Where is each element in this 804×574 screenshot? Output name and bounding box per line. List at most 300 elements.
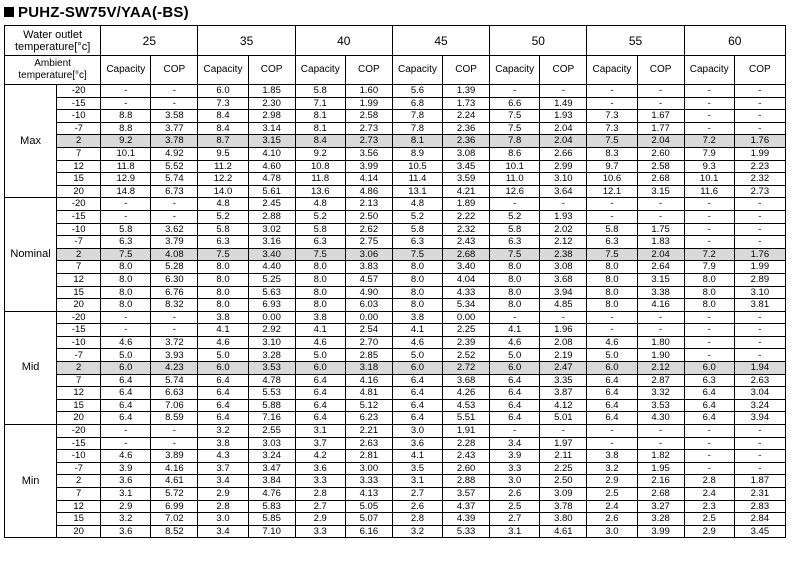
capacity-cell: 4.2: [295, 450, 345, 463]
cop-cell: 3.40: [248, 248, 295, 261]
cop-cell: 1.75: [637, 223, 684, 236]
ambient-temp-cell: -7: [57, 462, 101, 475]
cop-cell: 3.06: [345, 248, 392, 261]
capacity-cell: 9.2: [295, 147, 345, 160]
cop-cell: 3.53: [248, 362, 295, 375]
capacity-header: Capacity: [101, 56, 151, 85]
cop-header: COP: [540, 56, 587, 85]
capacity-cell: 6.4: [684, 387, 734, 400]
table-row: [5, 210, 786, 223]
mode-label: Nominal: [5, 198, 57, 311]
capacity-cell: 5.6: [392, 85, 442, 98]
capacity-cell: 3.6: [101, 525, 151, 538]
cop-cell: -: [734, 122, 785, 135]
capacity-cell: 7.5: [587, 135, 637, 148]
cop-cell: 2.31: [734, 488, 785, 501]
cop-cell: 3.10: [540, 173, 587, 186]
capacity-cell: 9.5: [198, 147, 248, 160]
capacity-cell: 5.2: [392, 210, 442, 223]
capacity-cell: 2.9: [101, 500, 151, 513]
cop-cell: 4.13: [345, 488, 392, 501]
cop-cell: 5.07: [345, 513, 392, 526]
cop-cell: -: [734, 450, 785, 463]
capacity-cell: 7.8: [392, 122, 442, 135]
capacity-cell: 3.1: [295, 425, 345, 438]
table-row: [5, 311, 786, 324]
cop-cell: 1.67: [637, 110, 684, 123]
cop-cell: 2.36: [443, 122, 490, 135]
cop-cell: 1.83: [637, 236, 684, 249]
capacity-cell: 3.6: [295, 462, 345, 475]
cop-cell: 4.21: [443, 185, 490, 198]
ambient-temp-cell: -15: [57, 210, 101, 223]
cop-cell: 3.81: [734, 299, 785, 312]
capacity-cell: 6.4: [684, 399, 734, 412]
cop-cell: 3.68: [540, 273, 587, 286]
ambient-temp-cell: 7: [57, 374, 101, 387]
cop-cell: 2.60: [637, 147, 684, 160]
capacity-cell: 8.0: [684, 286, 734, 299]
cop-cell: 2.50: [540, 475, 587, 488]
capacity-cell: 2.6: [490, 488, 540, 501]
cop-cell: -: [151, 425, 198, 438]
table-row: [5, 450, 786, 463]
ambient-temp-cell: 15: [57, 286, 101, 299]
capacity-cell: 5.8: [490, 223, 540, 236]
cop-cell: 2.72: [443, 362, 490, 375]
cop-cell: 3.28: [248, 349, 295, 362]
capacity-cell: 3.1: [101, 488, 151, 501]
ambient-temp-cell: -10: [57, 110, 101, 123]
cop-cell: 6.93: [248, 299, 295, 312]
capacity-cell: 6.4: [587, 374, 637, 387]
cop-cell: 2.12: [540, 236, 587, 249]
cop-cell: 4.10: [248, 147, 295, 160]
table-row: [5, 122, 786, 135]
cop-cell: 3.40: [443, 261, 490, 274]
cop-cell: 1.39: [443, 85, 490, 98]
cop-cell: 3.16: [248, 236, 295, 249]
capacity-cell: 6.0: [101, 362, 151, 375]
cop-cell: 2.66: [540, 147, 587, 160]
cop-cell: 5.52: [151, 160, 198, 173]
capacity-cell: 8.0: [295, 286, 345, 299]
ambient-temp-cell: 15: [57, 173, 101, 186]
capacity-cell: -: [587, 425, 637, 438]
capacity-cell: 4.1: [392, 450, 442, 463]
cop-cell: 6.03: [345, 299, 392, 312]
cop-cell: 1.82: [637, 450, 684, 463]
cop-cell: 3.28: [637, 513, 684, 526]
capacity-cell: 4.6: [392, 336, 442, 349]
capacity-cell: 5.0: [198, 349, 248, 362]
table-row: [5, 135, 786, 148]
cop-cell: 3.89: [151, 450, 198, 463]
table-row: [5, 147, 786, 160]
capacity-cell: 3.9: [490, 450, 540, 463]
cop-cell: 3.56: [345, 147, 392, 160]
capacity-cell: -: [587, 198, 637, 211]
cop-cell: -: [734, 110, 785, 123]
capacity-cell: 6.8: [392, 97, 442, 110]
capacity-cell: 7.3: [587, 110, 637, 123]
cop-cell: 2.02: [540, 223, 587, 236]
capacity-cell: 8.0: [587, 299, 637, 312]
table-row: [5, 462, 786, 475]
capacity-cell: 8.1: [295, 110, 345, 123]
capacity-cell: 7.9: [684, 261, 734, 274]
capacity-cell: 3.6: [101, 475, 151, 488]
capacity-cell: 6.4: [490, 412, 540, 425]
capacity-cell: 3.2: [101, 513, 151, 526]
capacity-cell: 8.4: [295, 135, 345, 148]
cop-cell: 2.55: [248, 425, 295, 438]
cop-cell: 2.24: [443, 110, 490, 123]
cop-cell: 2.30: [248, 97, 295, 110]
capacity-cell: 8.0: [101, 286, 151, 299]
capacity-header: Capacity: [587, 56, 637, 85]
ambient-temp-cell: -20: [57, 85, 101, 98]
cop-cell: 2.89: [734, 273, 785, 286]
cop-cell: -: [151, 210, 198, 223]
capacity-cell: 5.0: [101, 349, 151, 362]
cop-cell: 2.32: [734, 173, 785, 186]
capacity-cell: 7.8: [392, 110, 442, 123]
capacity-cell: 14.0: [198, 185, 248, 198]
capacity-cell: 7.2: [684, 135, 734, 148]
cop-cell: 4.53: [443, 399, 490, 412]
table-row: [5, 437, 786, 450]
cop-cell: -: [734, 311, 785, 324]
cop-cell: 3.78: [151, 135, 198, 148]
cop-cell: 3.24: [248, 450, 295, 463]
capacity-cell: 5.0: [490, 349, 540, 362]
cop-cell: 2.45: [248, 198, 295, 211]
cop-cell: -: [734, 324, 785, 337]
capacity-cell: 5.0: [587, 349, 637, 362]
capacity-cell: 12.6: [490, 185, 540, 198]
cop-cell: 1.89: [443, 198, 490, 211]
capacity-cell: 7.3: [587, 122, 637, 135]
capacity-cell: 7.8: [490, 135, 540, 148]
capacity-cell: 6.4: [490, 399, 540, 412]
capacity-cell: 8.0: [198, 261, 248, 274]
capacity-cell: 8.7: [198, 135, 248, 148]
cop-cell: -: [734, 85, 785, 98]
ambient-temp-cell: -10: [57, 450, 101, 463]
water-temp-header: 55: [587, 26, 684, 56]
capacity-cell: 4.6: [490, 336, 540, 349]
cop-cell: 5.53: [248, 387, 295, 400]
capacity-cell: -: [587, 97, 637, 110]
capacity-cell: 11.4: [392, 173, 442, 186]
capacity-cell: 10.1: [101, 147, 151, 160]
capacity-cell: 8.0: [101, 299, 151, 312]
capacity-cell: 4.1: [392, 324, 442, 337]
cop-cell: 0.00: [345, 311, 392, 324]
capacity-cell: -: [684, 223, 734, 236]
ambient-temp-cell: -7: [57, 349, 101, 362]
capacity-cell: 2.7: [490, 513, 540, 526]
cop-cell: 6.30: [151, 273, 198, 286]
ambient-temp-cell: 15: [57, 513, 101, 526]
cop-cell: -: [734, 437, 785, 450]
capacity-cell: 3.6: [392, 437, 442, 450]
table-row: [5, 286, 786, 299]
cop-cell: 5.33: [443, 525, 490, 538]
cop-cell: 4.40: [248, 261, 295, 274]
cop-cell: 2.83: [734, 500, 785, 513]
capacity-cell: 6.4: [295, 374, 345, 387]
capacity-cell: 8.0: [490, 286, 540, 299]
capacity-cell: 3.8: [587, 450, 637, 463]
capacity-cell: 6.0: [490, 362, 540, 375]
cop-cell: 7.16: [248, 412, 295, 425]
capacity-cell: 5.0: [295, 349, 345, 362]
capacity-cell: 4.8: [392, 198, 442, 211]
mode-label: Mid: [5, 311, 57, 424]
water-outlet-label: Water outlet temperature[°c]: [5, 26, 101, 56]
cop-cell: -: [734, 336, 785, 349]
capacity-cell: -: [684, 198, 734, 211]
capacity-cell: 4.8: [198, 198, 248, 211]
capacity-cell: 2.7: [392, 488, 442, 501]
capacity-cell: 6.0: [198, 85, 248, 98]
cop-cell: 1.77: [637, 122, 684, 135]
capacity-cell: 6.4: [198, 374, 248, 387]
cop-cell: 1.60: [345, 85, 392, 98]
cop-cell: 2.32: [443, 223, 490, 236]
cop-cell: -: [637, 311, 684, 324]
cop-cell: 2.38: [540, 248, 587, 261]
capacity-cell: 8.1: [295, 122, 345, 135]
capacity-cell: -: [587, 210, 637, 223]
cop-cell: 6.73: [151, 185, 198, 198]
capacity-cell: -: [101, 97, 151, 110]
cop-cell: 2.98: [248, 110, 295, 123]
table-row: [5, 525, 786, 538]
capacity-cell: 6.4: [392, 412, 442, 425]
capacity-header: Capacity: [198, 56, 248, 85]
cop-cell: 2.88: [443, 475, 490, 488]
capacity-cell: 8.0: [101, 273, 151, 286]
capacity-cell: -: [684, 311, 734, 324]
capacity-cell: 8.0: [490, 261, 540, 274]
cop-cell: 5.74: [151, 374, 198, 387]
cop-cell: -: [734, 349, 785, 362]
capacity-cell: 7.5: [198, 248, 248, 261]
capacity-cell: -: [684, 349, 734, 362]
capacity-cell: 8.6: [490, 147, 540, 160]
table-row: [5, 425, 786, 438]
ambient-temp-cell: -15: [57, 437, 101, 450]
capacity-cell: 10.8: [295, 160, 345, 173]
cop-cell: 3.68: [443, 374, 490, 387]
capacity-cell: 6.4: [101, 374, 151, 387]
capacity-cell: 2.8: [295, 488, 345, 501]
water-temp-header: 25: [101, 26, 198, 56]
capacity-cell: -: [684, 336, 734, 349]
cop-cell: 5.28: [151, 261, 198, 274]
cop-cell: 3.99: [637, 525, 684, 538]
cop-cell: 2.13: [345, 198, 392, 211]
cop-cell: 3.87: [540, 387, 587, 400]
cop-cell: 4.16: [345, 374, 392, 387]
ambient-temp-cell: 20: [57, 412, 101, 425]
capacity-cell: -: [587, 85, 637, 98]
cop-cell: 4.61: [540, 525, 587, 538]
cop-cell: 4.30: [637, 412, 684, 425]
cop-cell: 3.27: [637, 500, 684, 513]
cop-cell: 5.83: [248, 500, 295, 513]
capacity-cell: 6.3: [587, 236, 637, 249]
capacity-cell: 6.3: [101, 236, 151, 249]
cop-cell: 2.25: [443, 324, 490, 337]
capacity-cell: 3.3: [295, 525, 345, 538]
capacity-cell: 5.8: [392, 223, 442, 236]
capacity-cell: 12.1: [587, 185, 637, 198]
capacity-cell: 6.4: [101, 399, 151, 412]
capacity-cell: 6.4: [490, 387, 540, 400]
cop-header: COP: [734, 56, 785, 85]
table-row: [5, 349, 786, 362]
capacity-cell: 6.4: [490, 374, 540, 387]
cop-cell: 5.34: [443, 299, 490, 312]
cop-cell: 2.62: [345, 223, 392, 236]
cop-cell: 5.12: [345, 399, 392, 412]
cop-cell: 2.68: [637, 173, 684, 186]
cop-cell: 4.26: [443, 387, 490, 400]
capacity-cell: 8.0: [684, 299, 734, 312]
cop-header: COP: [151, 56, 198, 85]
mode-label: Min: [5, 425, 57, 538]
cop-cell: 2.12: [637, 362, 684, 375]
capacity-cell: 8.0: [684, 273, 734, 286]
capacity-cell: 3.2: [587, 462, 637, 475]
ambient-temp-cell: -20: [57, 311, 101, 324]
capacity-cell: 8.0: [392, 286, 442, 299]
capacity-cell: 3.0: [587, 525, 637, 538]
cop-cell: 8.52: [151, 525, 198, 538]
table-row: [5, 110, 786, 123]
capacity-cell: 8.4: [198, 110, 248, 123]
cop-cell: 2.52: [443, 349, 490, 362]
cop-cell: 5.63: [248, 286, 295, 299]
cop-cell: 1.80: [637, 336, 684, 349]
cop-cell: 1.85: [248, 85, 295, 98]
capacity-cell: 3.8: [392, 311, 442, 324]
cop-cell: -: [637, 97, 684, 110]
cop-cell: 1.99: [734, 261, 785, 274]
table-row: [5, 488, 786, 501]
cop-cell: 2.68: [637, 488, 684, 501]
ambient-temp-cell: 2: [57, 362, 101, 375]
cop-cell: 4.78: [248, 374, 295, 387]
cop-cell: 2.58: [637, 160, 684, 173]
capacity-header: Capacity: [392, 56, 442, 85]
capacity-cell: -: [101, 85, 151, 98]
capacity-cell: 6.6: [490, 97, 540, 110]
cop-cell: 3.18: [345, 362, 392, 375]
ambient-temp-cell: -20: [57, 198, 101, 211]
capacity-cell: 6.0: [587, 362, 637, 375]
capacity-cell: -: [684, 450, 734, 463]
cop-cell: 3.62: [151, 223, 198, 236]
ambient-temp-cell: 2: [57, 475, 101, 488]
ambient-temp-cell: 12: [57, 500, 101, 513]
capacity-cell: 2.9: [587, 475, 637, 488]
capacity-cell: 3.3: [490, 462, 540, 475]
cop-cell: 2.64: [637, 261, 684, 274]
cop-cell: 3.00: [345, 462, 392, 475]
cop-cell: 3.53: [637, 399, 684, 412]
capacity-cell: 6.4: [198, 412, 248, 425]
cop-cell: 4.85: [540, 299, 587, 312]
capacity-cell: 7.5: [490, 248, 540, 261]
capacity-cell: 6.4: [198, 387, 248, 400]
ambient-temp-cell: 2: [57, 248, 101, 261]
cop-cell: -: [734, 198, 785, 211]
capacity-cell: 4.6: [101, 336, 151, 349]
cop-cell: 3.10: [248, 336, 295, 349]
mode-label: Max: [5, 85, 57, 198]
ambient-temp-cell: -10: [57, 223, 101, 236]
ambient-temp-cell: 12: [57, 160, 101, 173]
cop-cell: 2.08: [540, 336, 587, 349]
cop-cell: 2.73: [734, 185, 785, 198]
ambient-temp-cell: 2: [57, 135, 101, 148]
cop-cell: 3.08: [443, 147, 490, 160]
capacity-cell: 12.2: [198, 173, 248, 186]
cop-cell: -: [151, 324, 198, 337]
ambient-temp-cell: -15: [57, 324, 101, 337]
cop-cell: 3.94: [540, 286, 587, 299]
capacity-cell: 11.8: [101, 160, 151, 173]
ambient-temp-cell: -15: [57, 97, 101, 110]
capacity-cell: 4.6: [295, 336, 345, 349]
cop-cell: 3.45: [734, 525, 785, 538]
table-row: [5, 362, 786, 375]
cop-cell: 1.94: [734, 362, 785, 375]
cop-cell: 4.12: [540, 399, 587, 412]
capacity-cell: 10.6: [587, 173, 637, 186]
capacity-cell: 2.7: [295, 500, 345, 513]
cop-cell: -: [734, 236, 785, 249]
capacity-header: Capacity: [490, 56, 540, 85]
cop-cell: 3.38: [637, 286, 684, 299]
capacity-cell: 2.4: [684, 488, 734, 501]
capacity-cell: -: [490, 311, 540, 324]
cop-cell: 1.99: [734, 147, 785, 160]
cop-header: COP: [248, 56, 295, 85]
capacity-cell: 2.8: [684, 475, 734, 488]
cop-cell: 4.16: [637, 299, 684, 312]
capacity-cell: 3.0: [490, 475, 540, 488]
capacity-cell: 5.0: [392, 349, 442, 362]
capacity-cell: 5.8: [295, 223, 345, 236]
cop-cell: -: [637, 437, 684, 450]
capacity-cell: -: [684, 324, 734, 337]
ambient-temp-cell: 7: [57, 261, 101, 274]
cop-cell: 4.61: [151, 475, 198, 488]
capacity-cell: 3.4: [490, 437, 540, 450]
table-row: [5, 223, 786, 236]
cop-cell: 8.59: [151, 412, 198, 425]
cop-cell: 2.60: [443, 462, 490, 475]
capacity-cell: 7.5: [295, 248, 345, 261]
cop-cell: 2.36: [443, 135, 490, 148]
cop-cell: 1.93: [540, 210, 587, 223]
